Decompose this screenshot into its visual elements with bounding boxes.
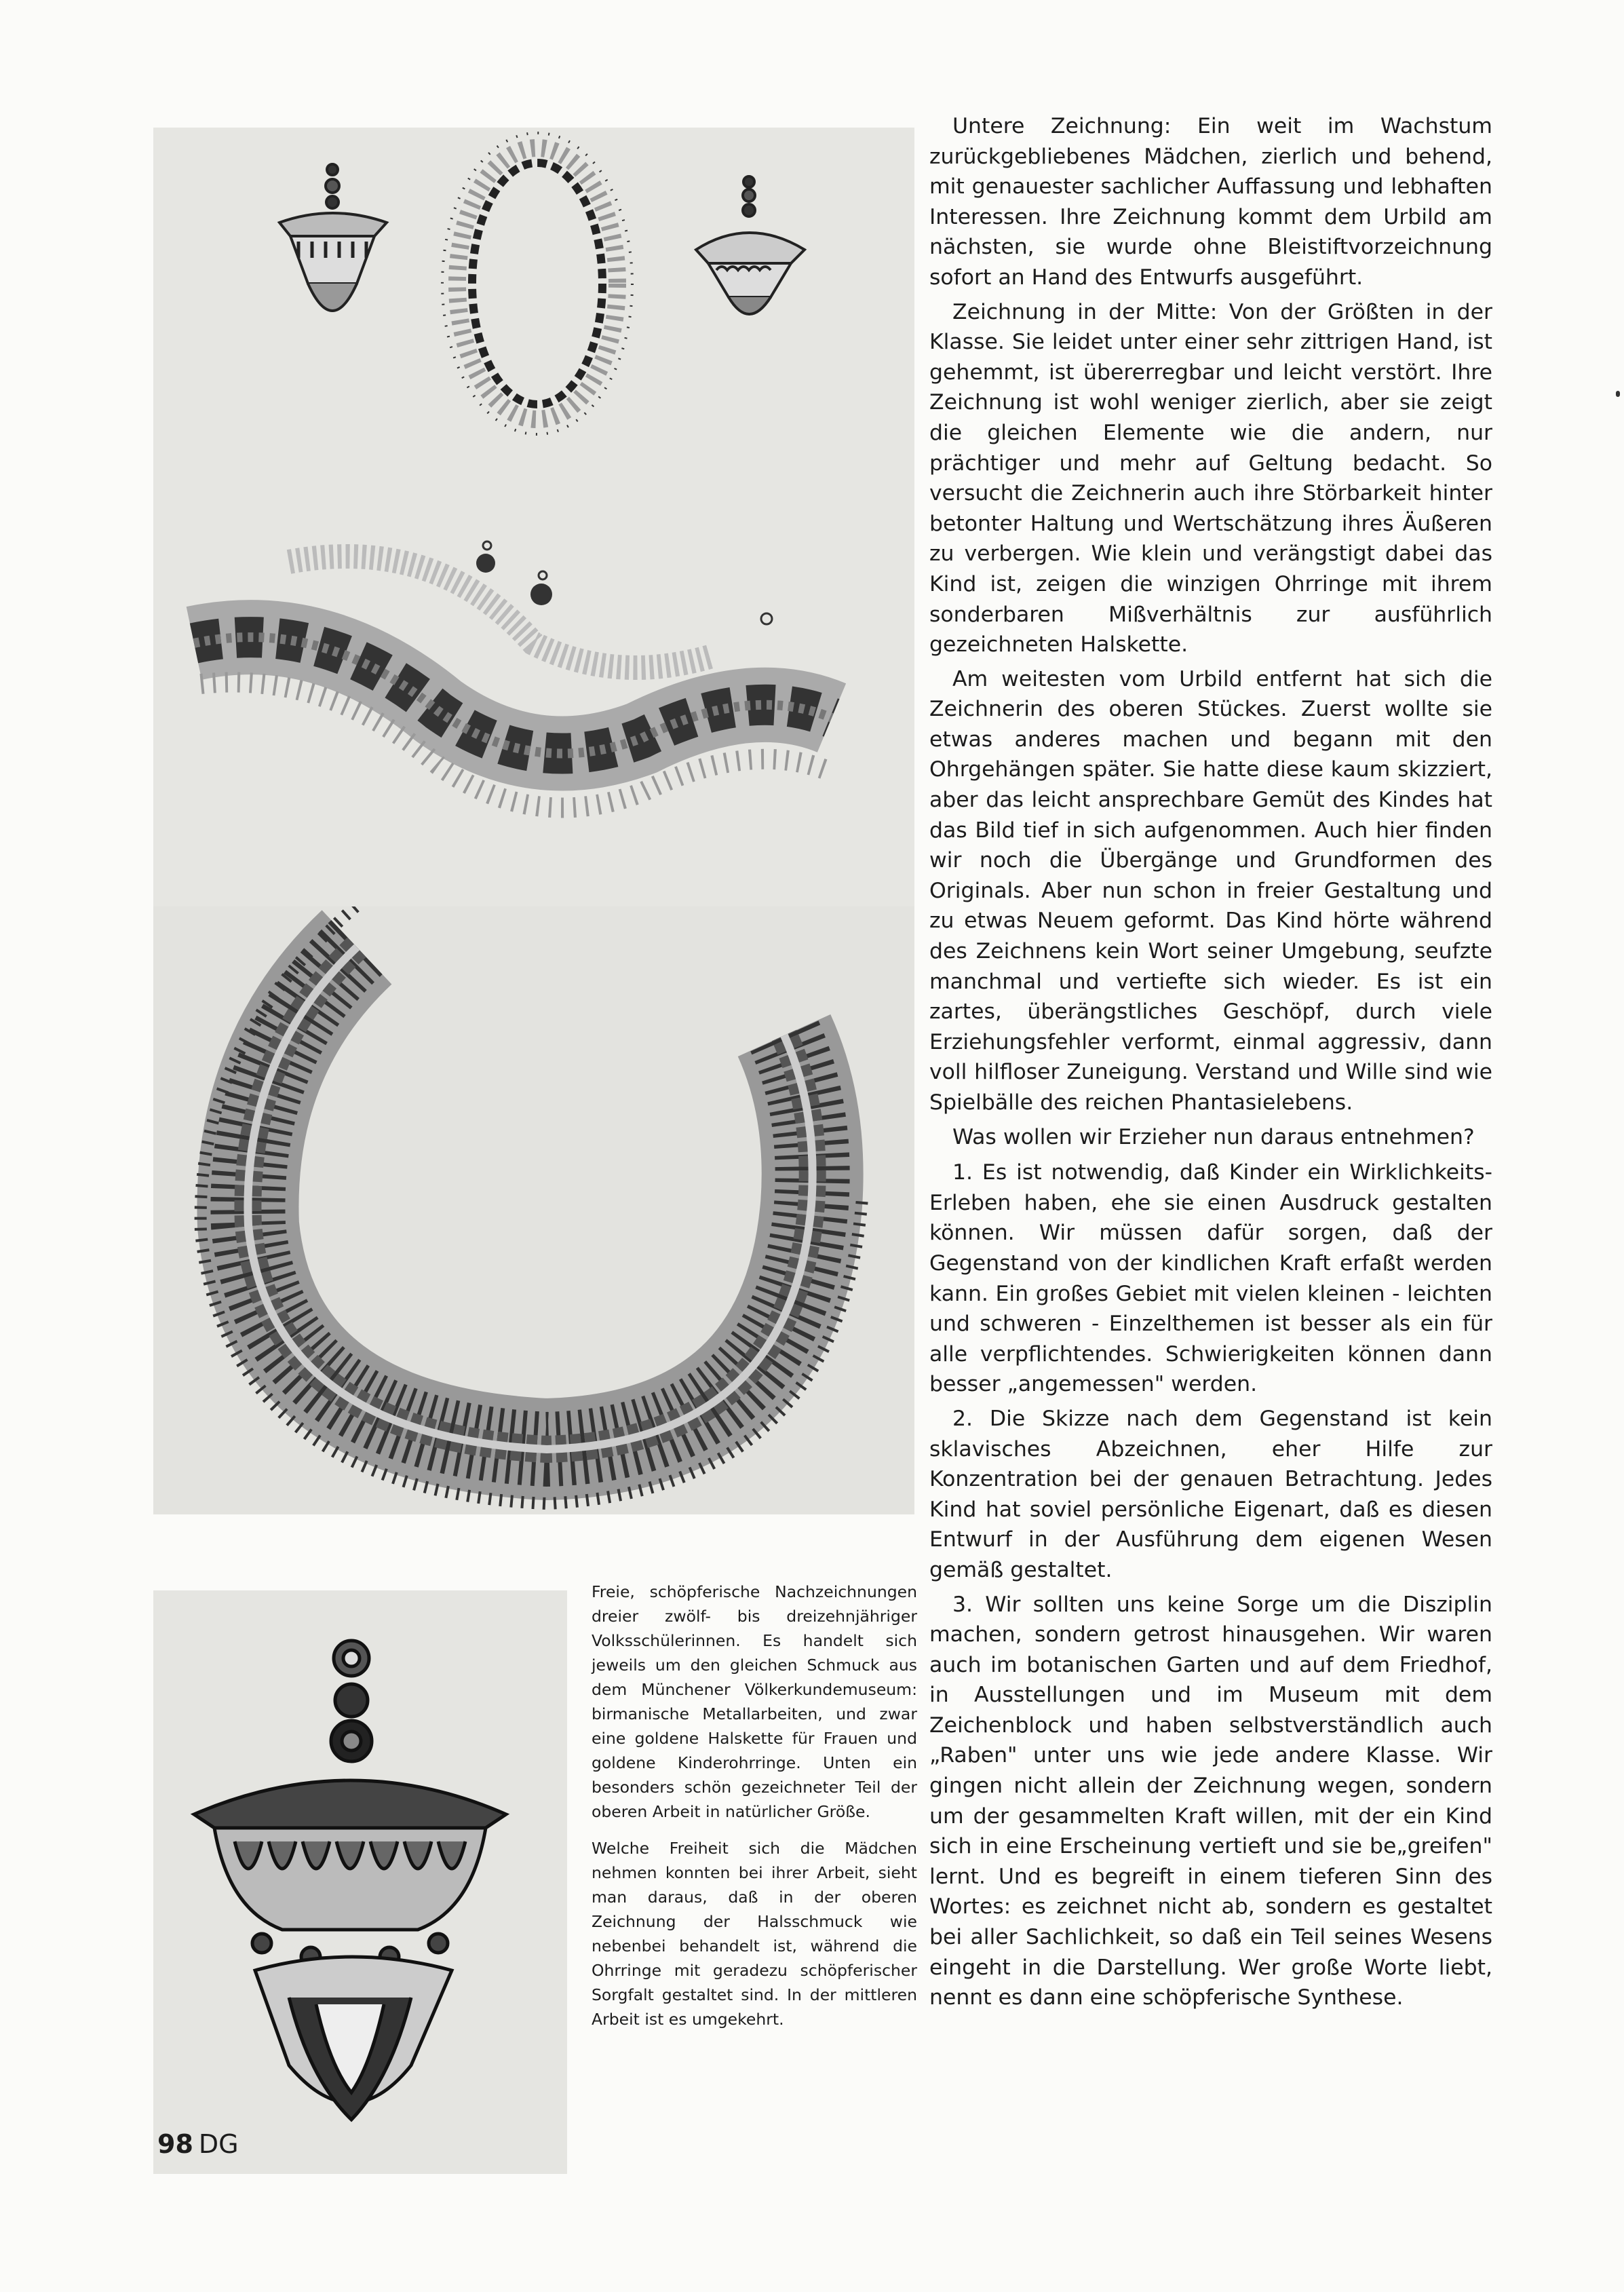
caption-paragraph-1: Freie, schöpferische Nachzeichnungen dreier zwölf- bis dreizehnjähriger Volksschülerinnen. Es handelt sich jeweils um den gleichen Schmuck aus dem Münchener Völkerkundemuseum: birmanische Metallarbeiten, und zwar eine goldene Halskette für Frauen und goldene Kinderohrringe. Unten ein besonders schön gezeichneter Teil der oberen Arbeit in natürlicher Größe.: [592, 1582, 917, 1821]
page-number: 98: [157, 2129, 193, 2159]
body-paragraph-point-2: 2. Die Skizze nach dem Gegenstand ist kein sklavisches Abzeichnen, eher Hilfe zur Konzentration bei der genauen Betrachtung. Jedes Kind hat soviel persönliche Eigenart, daß es diesen Entwurf in der Ausführung dem eigenen Wesen gemäß gestaltet.: [929, 1406, 1492, 1582]
body-paragraph-point-1: 1. Es ist notwendig, daß Kinder ein Wirklichkeits-Erleben haben, ehe sie einen Ausdruck gestalten können. Wir müssen dafür sorgen, daß der Gegenstand von der kindlichen Kraft erfaßt werden kann. Ein großes Gebiet mit vielen kleinen - leichten und schweren - Einzelthemen ist besser als ein für alle verpflichtendes. Schwierigkeiten können dann besser „angemessen" werden.: [929, 1160, 1492, 1397]
drawing-top: [153, 128, 914, 906]
page-folio: [157, 2129, 239, 2159]
body-paragraph-question: Was wollen wir Erzieher nun daraus entnehmen?: [952, 1124, 1475, 1149]
article-body: [929, 111, 1492, 2017]
margin-mark: [1616, 391, 1620, 397]
figure-top-earrings-necklace: [153, 128, 914, 906]
figure-caption: [592, 1580, 917, 2044]
drawing-bottom: [153, 1590, 567, 2174]
caption-paragraph-2: Welche Freiheit sich die Mädchen nehmen konnten bei ihrer Arbeit, sieht man daraus, daß in der oberen Zeichnung der Halsschmuck wie nebenbei behandelt ist, während die Ohrringe mit geradezu schöpferischer Sorgfalt gestaltet sind. In der mittleren Arbeit ist es umgekehrt.: [592, 1839, 917, 2029]
body-paragraph-lower-drawing: Untere Zeichnung: Ein weit im Wachstum zurückgebliebenes Mädchen, zierlich und behend, mit genauester sachlicher Auffassung und lebhaften Interessen. Ihre Zeichnung kommt dem Urbild am nächsten, sie wurde ohne Bleistiftvorzeichnung sofort an Hand des Entwurfs ausgeführt.: [929, 114, 1492, 290]
figure-middle-collar-necklace: [153, 906, 914, 1514]
journal-abbreviation: DG: [198, 2129, 239, 2159]
body-paragraph-middle-drawing: Zeichnung in der Mitte: Von der Größten in der Klasse. Sie leidet unter einer sehr zittrigen Hand, ist gehemmt, ist übererregbar und leicht verstört. Ihre Zeichnung ist wohl weniger zierlich, aber sie zeigt die gleichen Elemente wie die andern, nur prächtiger und mehr auf Geltung bedacht. So versucht die Zeichnerin auch ihre Störbarkeit hinter betonter Haltung und Wertschätzung ihres Äußeren zu verbergen. Wie klein und verängstigt dabei das Kind ist, zeigen die winzigen Ohrringe mit ihrem sonderbaren Mißverhältnis zur ausführlich gezeichneten Halskette.: [929, 299, 1492, 657]
drawing-middle: [153, 906, 914, 1514]
body-paragraph-upper-drawing: Am weitesten vom Urbild entfernt hat sich die Zeichnerin des oberen Stückes. Zuerst wollte sie etwas anderes machen und begann mit den Ohrgehängen später. Sie hatte diese kaum skizziert, aber das leicht ansprechbare Gemüt des Kindes hat das Bild tief in sich aufgenommen. Auch hier finden wir noch die Übergänge und Grundformen des Originals. Aber nun schon in freier Gestaltung und zu etwas Neuem geformt. Das Kind hörte während des Zeichnens kein Wort seiner Umgebung, seufzte manchmal und vertiefte sich wieder. Es ist ein zartes, überängstliches Geschöpf, durch viele Erziehungsfehler verformt, einmal aggressiv, dann voll hilfloser Zuneigung. Verstand und Wille sind wie Spielbälle des reichen Phantasielebens.: [929, 666, 1492, 1115]
figure-bottom-earring: [153, 1590, 567, 2174]
body-paragraph-point-3: 3. Wir sollten uns keine Sorge um die Disziplin machen, sondern getrost hinausgehen. Wir waren auch im botanischen Garten und auf dem Friedhof, in Ausstellungen und im Museum mit dem Zeichenblock und haben selbstverständlich auch „Raben" unter uns wie jede andere Klasse. Wir gingen nicht allein der Zeichnung wegen, sondern um der gesammelten Kraft willen, mit der ein Kind sich in eine Erscheinung vertieft und sie be„greifen" lernt. Und es begreift in einem tieferen Sinn des Wortes: es zeichnet nicht ab, sondern es gestaltet bei aller Sachlichkeit, so daß ein Teil seines Wesens eingeht in die Darstellung. Wer große Worte liebt, nennt es dann eine schöpferische Synthese.: [929, 1592, 1492, 2010]
